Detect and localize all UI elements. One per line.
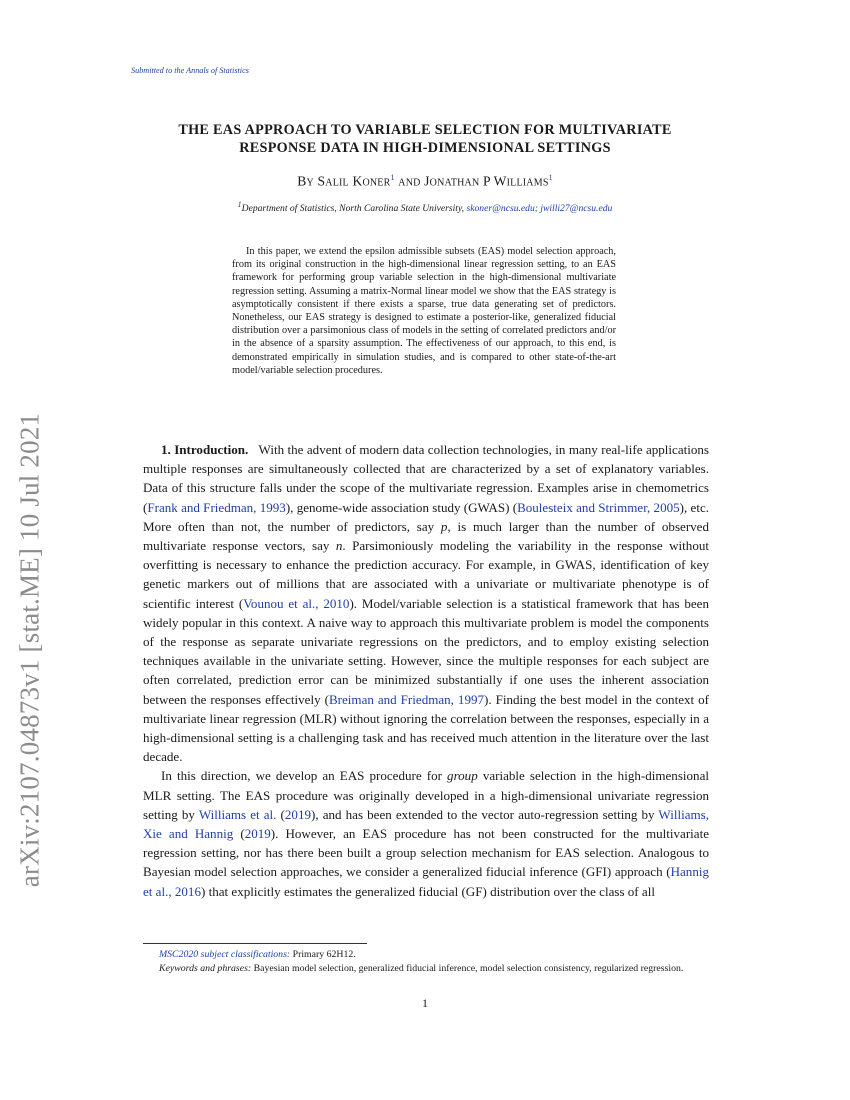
author-line (140, 173, 710, 190)
arxiv-identifier-text: arXiv:2107.04873v1 [stat.ME] 10 Jul 2021 (14, 412, 45, 888)
math-variable-n: n (335, 538, 343, 554)
intro-text: With the advent of modern data collection technologies, in many real-life applications multiple responses are simultaneously collected that are characterized by a set of explanatory variables. Data of this structure falls under the scope of the multivariate regression. Examples arise in chemometrics ( (143, 442, 709, 515)
intro-text: . Parsimoniously modeling the variability in the response without overfitting is necessary to enhance the prediction accuracy. For example, in GWAS, identification of key genetic markers out of millions that are associated with a univariate or multivariate phenotype is of scientific interest ( (143, 538, 709, 611)
author-1: Salil Koner (317, 173, 391, 189)
intro-text: . However, an EAS procedure has not been constructed for the multivariate regression setting, nor has there been built a group selection mechanism for EAS selection. Analogous to Bayesian model selection approaches, we consider a generalized fiducial inference (GFI) approach ( (143, 826, 709, 880)
intro-text: variable selection in the high-dimensional MLR setting. The EAS procedure was originally developed in a high-dimensional univariate regression setting by (143, 768, 709, 822)
emphasis-group: group (447, 768, 478, 784)
citation-link[interactable]: Breiman and Friedman, 1997 (328, 691, 485, 707)
msc-classification-link[interactable]: MSC2020 subject classifications: (159, 949, 291, 960)
math-variable-p: p (440, 518, 448, 534)
journal-submission-note[interactable]: Submitted to the Annals of Statistics (131, 66, 249, 75)
affil-dept: Department of Statistics, North Carolina State University, (241, 203, 465, 215)
citation-link[interactable]: Frank and Friedman, 1993 (147, 499, 286, 515)
msc-footnote (143, 948, 709, 962)
keywords-value: Bayesian model selection, generalized fiducial inference, model selection consistency, regularized regression. (253, 963, 684, 974)
citation-link[interactable]: Williams, Xie and Hannig (143, 806, 709, 842)
intro-text: , is much larger than the number of observed multivariate response vectors, say (143, 518, 709, 554)
keywords-footnote (143, 962, 709, 976)
citation-link[interactable]: Williams et al. (198, 806, 277, 822)
intro-paragraph-2: In this direction, we develop an EAS procedure for group variable selection in the high-dimensional MLR setting. The EAS procedure was originally developed in a high-dimensional univariate regression setting by Williams et al. (2019), and has been extended to the vector auto-regression setting by Williams, Xie and Hannig (2019). However, an EAS procedure has not been constructed for the multivariate regression setting, nor has there been built a group selection mechanism for EAS selection. Analogous to Bayesian model selection approaches, we consider a generalized fiducial inference (GFI) approach (Hannig et al., 2016) that explicitly estimates the generalized fiducial (GF) distribution over the class of all (143, 768, 709, 899)
citation-link[interactable]: Vounou et al., 2010 (243, 595, 350, 611)
intro-text: ) that explicitly estimates the generalized fiducial (GF) distribution over the class of all (200, 883, 655, 899)
keywords-label: Keywords and phrases: (159, 963, 252, 974)
affiliation (140, 200, 710, 214)
title-line-1: THE EAS APPROACH TO VARIABLE SELECTION FOR MULTIVARIATE (178, 122, 672, 138)
by-word: By (297, 173, 314, 189)
section-heading: 1. Introduction. (161, 442, 249, 457)
intro-text: ), etc. More often than not, the number of predictors, say (143, 499, 710, 534)
footnotes (143, 948, 709, 976)
intro-paragraph-1 (143, 440, 709, 766)
citation-link[interactable]: Hannig et al., 2016 (143, 864, 709, 899)
author-2: Jonathan P Williams (424, 173, 549, 189)
introduction-section (143, 440, 709, 901)
title-line-2: RESPONSE DATA IN HIGH-DIMENSIONAL SETTINGS (239, 140, 611, 156)
intro-text: , and has been extended to the vector auto-regression setting by (315, 806, 655, 822)
intro-text: ). Finding the best model in the context of multivariate linear regression (MLR) without ignoring the correlation between the responses, especially in a high-dimensional setting is a challenging task and has received much attention in the literature over the last decade. (143, 691, 709, 765)
author-emails-link[interactable]: skoner@ncsu.edu; jwilli27@ncsu.edu (466, 203, 613, 215)
intro-text: In this direction, we develop an EAS procedure for (161, 768, 442, 784)
affil-mark: 1 (237, 200, 242, 209)
paper-title (140, 121, 710, 157)
intro-text: ). Model/variable selection is a statistical framework that has been widely popular in this context. A naive way to approach this multivariate problem is model the components of the response as separate univariate regressions on the predictors, and to employ existing selection techniques available in the univariate setting. However, since the multiple responses for each subject are often correlated, prediction error can be minimized substantially if one uses the inherent association between the responses effectively ( (143, 595, 710, 707)
abstract-text: In this paper, we extend the epsilon admissible subsets (EAS) model selection approach, from its original construction in the high-dimensional linear regression setting, to an EAS framework for performing group variable selection in the high-dimensional multivariate regression setting. Assuming a matrix-Normal linear model we show that the EAS strategy is asymptotically consistent if there exists a sparse, true data generating set of predictors. Nonetheless, our EAS strategy is designed to estimate a posterior-like, generalized fiducial distribution over a parsimonious class of models in the setting of correlated predictors and/or in the absence of a sparsity assumption. The effectiveness of our approach, to this end, is demonstrated empirically in simulation studies, and is compared to other state-of-the-art model/variable selection procedures. (232, 246, 616, 376)
page-number: 1 (422, 996, 428, 1010)
abstract (232, 245, 616, 377)
footnote-rule (143, 943, 367, 944)
author-2-affil-mark[interactable]: 1 (548, 173, 553, 182)
author-1-affil-mark[interactable]: 1 (390, 173, 395, 182)
citation-link[interactable]: Boulesteix and Strimmer, 2005 (517, 499, 680, 515)
intro-text: ), genome-wide association study (GWAS) ( (285, 499, 518, 515)
citation-year-link[interactable]: 2019 (284, 806, 311, 822)
citation-year-link[interactable]: 2019 (244, 826, 271, 842)
msc-value: Primary 62H12. (292, 949, 356, 960)
and-word: and (398, 173, 421, 189)
